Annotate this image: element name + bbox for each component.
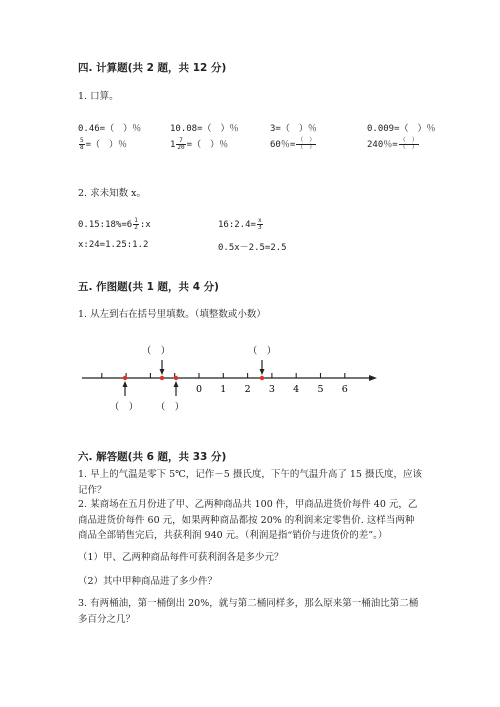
- tick-label: 5: [317, 384, 324, 395]
- oral-calc-item-e: $\frac{5}{8}$ =（ ）％: [80, 137, 128, 151]
- question-1-label: 1. 口算。: [78, 91, 119, 102]
- point-2: [160, 376, 164, 380]
- top-blank-2: （ ）: [247, 346, 277, 357]
- section-4-title: 四. 计算题(共 2 题，共 12 分): [78, 62, 227, 74]
- tick-label: 3: [268, 384, 275, 395]
- problem-2: 2. 某商场在五月份进了甲、乙两种商品共 100 件，甲商品进货价每件 40 元，乙商品进货价每件 60 元，如果两种商品都按 20% 的利润来定零售价. 这样当两种商品全部销售完后，共获利润 940 元。（利润是指“销价与进货价的差”。）: [78, 499, 418, 541]
- top-arrowhead-1: [160, 369, 165, 375]
- top-arrowhead-2: [260, 369, 265, 375]
- bottom-arrowhead-2: [174, 381, 179, 387]
- oral-calc-item-b: 10.08=（ ）％: [170, 124, 239, 134]
- equation-b: 16:2.4= $\frac{x}{3}$: [218, 217, 262, 231]
- drawing-question-label: 1. 从左到右在括号里填数。（填整数或小数）: [78, 309, 266, 320]
- bottom-blank-1: （ ）: [109, 402, 139, 413]
- problem-3: 3. 有两桶油，第一桶倒出 20%，就与第二桶同样多，那么原来第一桶油比第二桶多百分之几？: [78, 598, 419, 625]
- tick-label: 4: [293, 384, 300, 395]
- problem-2-sub-2: （2）其中甲种商品进了多少件？: [78, 576, 218, 587]
- tick-label: 6: [341, 384, 348, 395]
- bottom-blank-2: （ ）: [155, 402, 185, 413]
- oral-calc-item-d: 0.009=（ ）％: [367, 124, 436, 134]
- question-2-label: 2. 求未知数 x。: [78, 188, 146, 199]
- top-blank-1: （ ）: [141, 346, 171, 357]
- point-4: [260, 376, 264, 380]
- oral-calc-item-a: 0.46=（ ）％: [78, 124, 142, 134]
- section-6-title: 六. 解答题(共 6 题，共 33 分): [78, 451, 227, 463]
- oral-calc-item-c: 3=（ ）％: [270, 124, 317, 134]
- tick-label: 2: [244, 384, 251, 395]
- equation-c: x:24=1.25:1.2: [78, 240, 149, 250]
- equation-d: 0.5x－2.5=2.5: [218, 243, 287, 253]
- tick-label: 1: [220, 384, 227, 395]
- oral-calc-item-f: 1 $\frac{7}{20}$ =（ ）％: [170, 137, 229, 151]
- problem-2-sub-1: （1）甲、乙两种商品每件可获利润各是多少元？: [78, 552, 284, 563]
- equation-a: 0.15:18%=6 $\frac{1}{2}$ :x: [78, 217, 151, 231]
- number-line: [0, 340, 500, 420]
- point-1: [123, 376, 127, 380]
- tick-label: 0: [195, 384, 203, 395]
- problem-1: 1. 早上的气温是零下 5℃，记作－5 摄氏度，下午的气温升高了 15 摄氏度，应该记作？: [78, 469, 422, 496]
- section-5-title: 五. 作图题(共 1 题，共 4 分): [78, 281, 219, 293]
- oral-calc-item-g: 60％= $\frac{( )}{( )}$: [270, 137, 316, 151]
- bottom-arrowhead-1: [123, 381, 128, 387]
- point-3: [174, 376, 178, 380]
- number-line-arrowhead: [369, 375, 377, 381]
- oral-calc-item-h: 240％= $\frac{( )}{( )}$: [367, 137, 418, 151]
